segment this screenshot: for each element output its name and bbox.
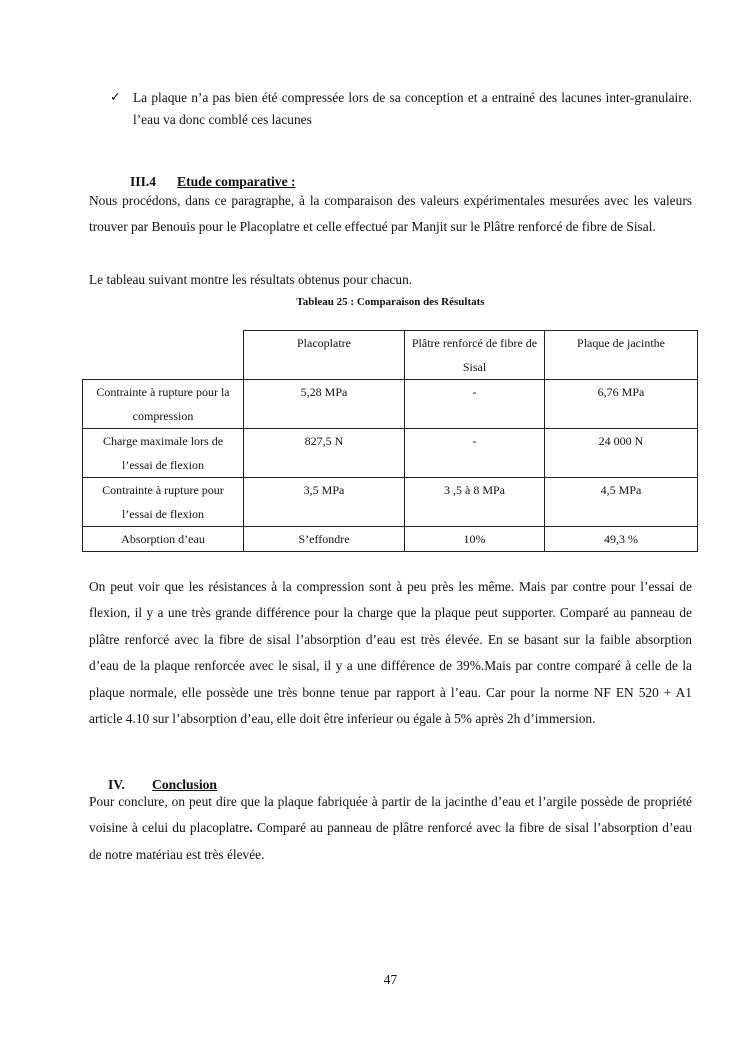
table-cell: 5,28 MPa (244, 380, 405, 429)
conclusion-text-start: Pour conclure, on peut dire que la plaque fabriquée à partir de la jacinthe d’eau et l’argile possède de propriété voisine à celui du placoplatre (89, 794, 692, 836)
table-cell: 49,3 % (545, 527, 698, 552)
table-row (83, 429, 698, 478)
table-cell: - (405, 380, 545, 429)
table-caption: Tableau 25 : Comparaison des Résultats (296, 296, 485, 308)
table-cell: 827,5 N (244, 429, 405, 478)
table-cell: 3 ,5 à 8 MPa (405, 478, 545, 527)
table-header-cell: Placoplatre (244, 331, 405, 380)
page-number: 47 (383, 972, 398, 987)
conclusion-period: . (249, 820, 253, 836)
table-header-cell: Plâtre renforcé de fibre de Sisal (405, 331, 545, 380)
table-cell: 10% (405, 527, 545, 552)
section-title: Conclusion (152, 777, 217, 792)
conclusion-text-end: Comparé au panneau de plâtre renforcé avec la fibre de sisal l’absorption d’eau de notre matériau est très élevée. (89, 820, 692, 862)
table-header-cell: Plaque de jacinthe (545, 331, 698, 380)
table-row (83, 478, 698, 527)
paragraph-conclusion (89, 789, 692, 868)
table-row-label: Contrainte à rupture pour la compression (83, 380, 244, 429)
table-header-row (83, 331, 698, 380)
table-row (83, 380, 698, 429)
paragraph-table-intro: Le tableau suivant montre les résultats obtenus pour chacun. (89, 272, 413, 287)
paragraph-intro: Nous procédons, dans ce paragraphe, à la comparaison des valeurs expérimentales mesurées avec les valeurs trouver par Benouis pour le Placoplatre et celle effectué par Manjit sur le Plâtre renforcé de fibre de Sisal. (89, 193, 692, 235)
table-cell: - (405, 429, 545, 478)
section-number: IV. (108, 777, 125, 792)
table-row-label: Charge maximale lors de l’essai de flexion (83, 429, 244, 478)
table-cell: 24 000 N (545, 429, 698, 478)
bullet-text: La plaque n’a pas bien été compressée lors de sa conception et a entrainé des lacunes inter-granulaire. l’eau va donc comblé ces lacunes (133, 90, 692, 127)
table-cell: 3,5 MPa (244, 478, 405, 527)
table-cell: S’effondre (244, 527, 405, 552)
table-corner-cell (83, 331, 244, 380)
results-table (82, 330, 698, 552)
table-row (83, 527, 698, 552)
bullet-item (110, 87, 692, 131)
table-row-label: Contrainte à rupture pour l’essai de flexion (83, 478, 244, 527)
table-row-label: Absorption d’eau (83, 527, 244, 552)
section-title: Etude comparative : (177, 174, 296, 189)
paragraph-analysis: On peut voir que les résistances à la compression sont à peu près les même. Mais par contre pour l’essai de flexion, il y a une très grande différence pour la charge que la plaque peut supporter. Comparé au panneau de plâtre renforcé avec la fibre de sisal l’absorption d’eau est très élevée. En se basant sur la faible absorption d’eau de la plaque renforcée avec le sisal, il y a une différence de 39%.Mais par contre comparé à celle de la plaque normale, elle possède une très bonne tenue par rapport à l’eau. Car pour la norme NF EN 520 + A1 article 4.10 sur l’absorption d’eau, elle doit être inferieur ou égale à 5% après 2h d’immersion. (89, 579, 692, 727)
check-mark-icon: ✓ (110, 90, 121, 105)
table-cell: 6,76 MPa (545, 380, 698, 429)
section-number: III.4 (130, 174, 157, 189)
table-cell: 4,5 MPa (545, 478, 698, 527)
